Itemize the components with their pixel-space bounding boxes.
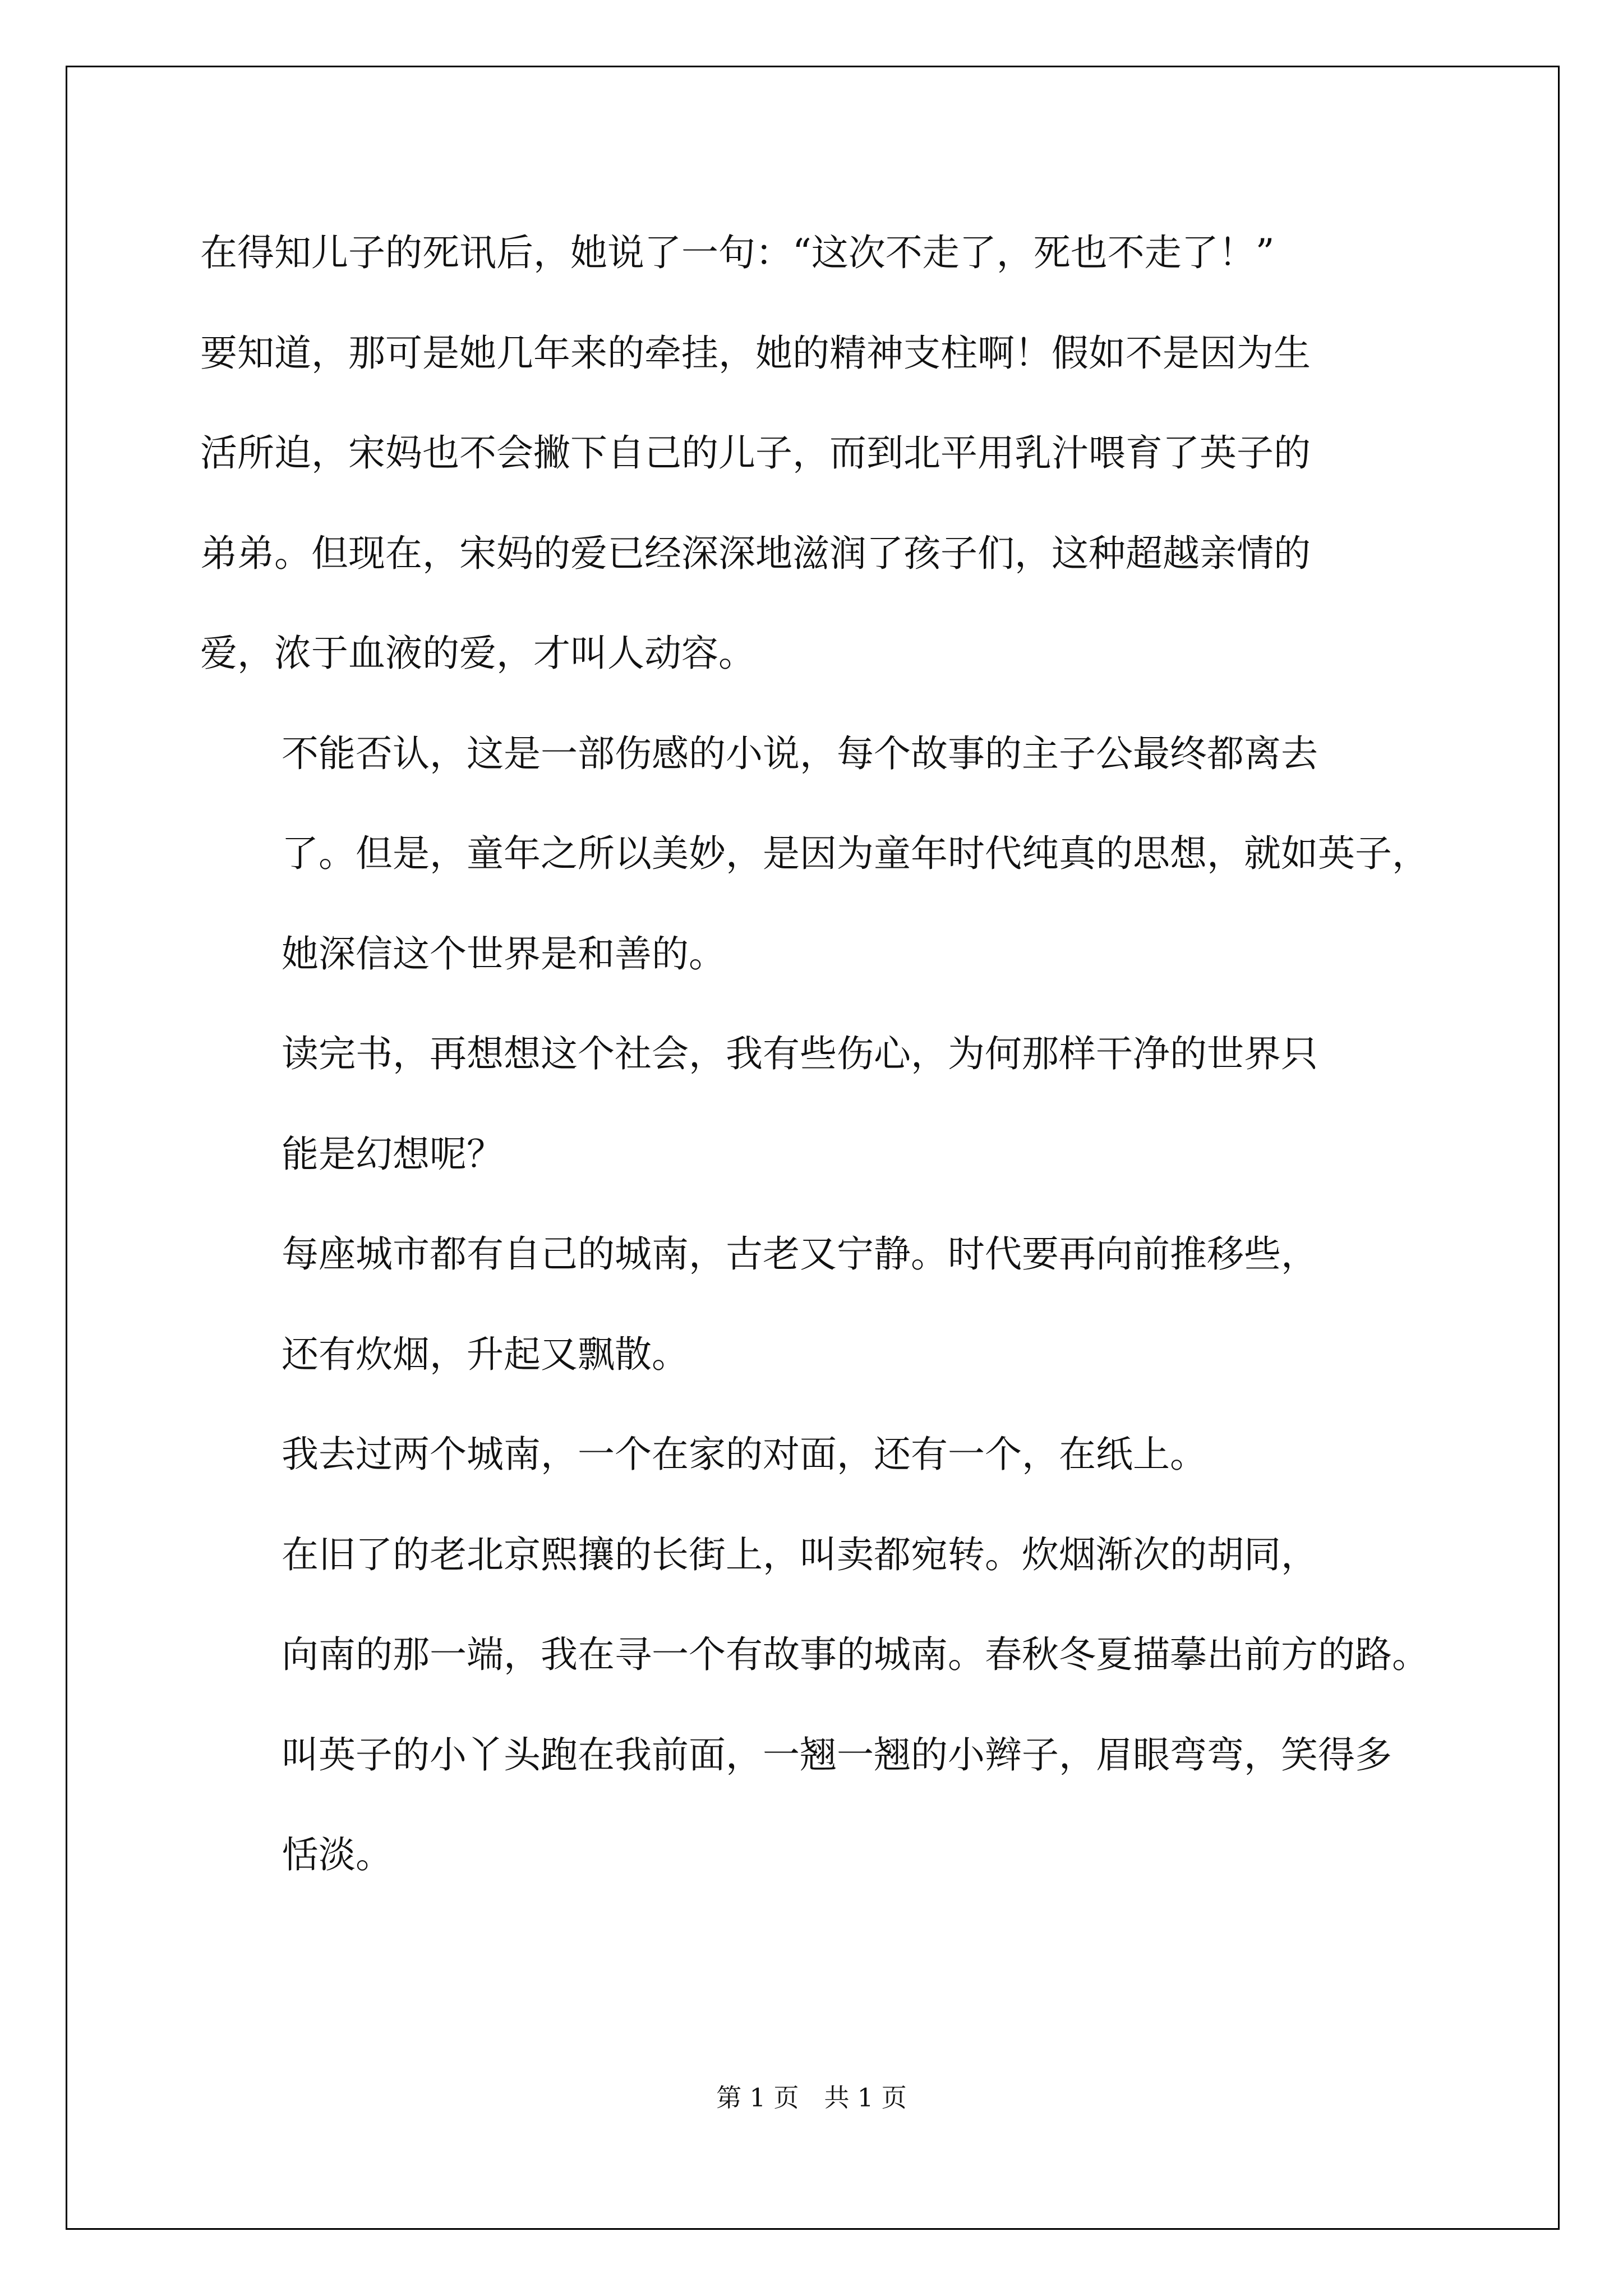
text-line: 叫英子的小丫头跑在我前面，一翘一翘的小辫子，眉眼弯弯，笑得多: [282, 1733, 1392, 1777]
text-line: 在得知儿子的死讯后，她说了一句：“这次不走了，死也不走了！”: [200, 231, 1275, 274]
text-line: 还有炊烟，升起又飘散。: [282, 1332, 689, 1376]
text-line: 弟弟。但现在，宋妈的爱已经深深地滋润了孩子们，这种超越亲情的: [200, 531, 1311, 575]
text-line: 读完书，再想想这个社会，我有些伤心，为何那样干净的世界只: [282, 1032, 1318, 1075]
text-line: 我去过两个城南，一个在家的对面，还有一个，在纸上。: [282, 1433, 1207, 1476]
text-line: 要知道，那可是她几年来的牵挂，她的精神支柱啊！假如不是因为生: [200, 331, 1311, 375]
text-line: 活所迫，宋妈也不会撇下自己的儿子，而到北平用乳汁喂育了英子的: [200, 431, 1311, 475]
text-line: 不能否认，这是一部伤感的小说，每个故事的主子公最终都离去: [282, 731, 1318, 775]
text-line: 恬淡。: [282, 1833, 393, 1876]
document-body: [200, 203, 1468, 1906]
paragraph: [200, 1204, 1468, 1405]
paragraph: [200, 704, 1468, 1005]
text-line: 能是幻想呢？: [282, 1132, 504, 1176]
page-footer: 第 1 页 共 1 页: [716, 2083, 907, 2113]
text-line: 她深信这个世界是和善的。: [282, 932, 726, 976]
paragraph: [200, 1004, 1468, 1204]
paragraph: [200, 1405, 1468, 1505]
text-line: 在旧了的老北京熙攘的长街上，叫卖都宛转。炊烟渐次的胡同，: [282, 1533, 1318, 1576]
paragraph: [200, 203, 1468, 704]
text-line: 爱，浓于血液的爱，才叫人动容。: [200, 632, 755, 675]
text-line: 了。但是，童年之所以美妙，是因为童年时代纯真的思想，就如英子，: [282, 832, 1429, 875]
paragraph: [200, 1505, 1468, 1906]
text-line: 每座城市都有自己的城南，古老又宁静。时代要再向前推移些，: [282, 1232, 1318, 1276]
text-line: 向南的那一端，我在寻一个有故事的城南。春秋冬夏描摹出前方的路。: [282, 1633, 1429, 1676]
